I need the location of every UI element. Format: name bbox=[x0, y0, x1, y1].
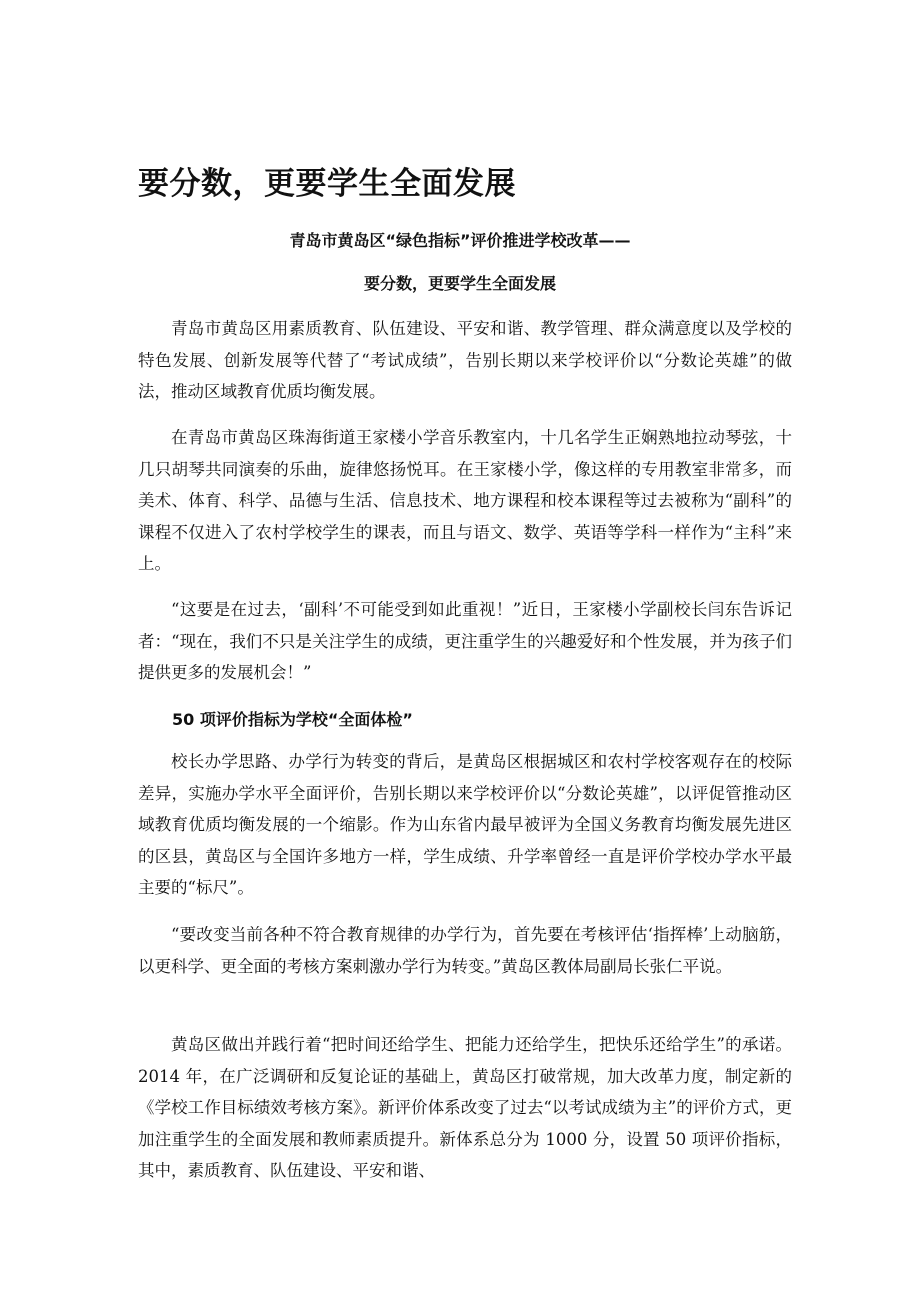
article-subtitle-line-2: 要分数，更要学生全面发展 bbox=[363, 274, 556, 293]
paragraph-new-scheme: 黄岛区做出并践行着“把时间还给学生、把能力还给学生，把快乐还给学生”的承诺。2014 年，在广泛调研和反复论证的基础上，黄岛区打破常规，加大改革力度，制定新的《学校工作目标绩效考核方案》。新评价体系改变了过去“以考试成绩为主”的评价方式，更加注重学生的全面发展和教师素质提升。新体系总分为 1000 分，设置 50 项评价指标，其中，素质教育、队伍建设、平安和谐、 bbox=[138, 1035, 792, 1180]
document-title: 要分数，更要学生全面发展 bbox=[138, 166, 516, 202]
paragraph-music-classroom: 在青岛市黄岛区珠海街道王家楼小学音乐教室内，十几名学生正娴熟地拉动琴弦，十几只胡琴共同演奏的乐曲，旋律悠扬悦耳。在王家楼小学，像这样的专用教室非常多，而美术、体育、科学、品德与生活、信息技术、地方课程和校本课程等过去被称为“副科”的课程不仅进入了农村学校学生的课表，而且与语文、数学、英语等学科一样作为“主科”来上。 bbox=[138, 428, 792, 573]
paragraph-evaluation-background: 校长办学思路、办学行为转变的背后，是黄岛区根据城区和农村学校客观存在的校际差异，实施办学水平全面评价，告别长期以来学校评价以“分数论英雄”，以评促管推动区域教育优质均衡发展的一个缩影。作为山东省内最早被评为全国义务教育均衡发展先进区的区县，黄岛区与全国许多地方一样，学生成绩、升学率曾经一直是评价学校办学水平最主要的“标尺”。 bbox=[138, 752, 792, 897]
section-heading: 50 项评价指标为学校“全面体检” bbox=[172, 710, 413, 729]
article-subtitle-line-1: 青岛市黄岛区“绿色指标”评价推进学校改革—— bbox=[289, 231, 631, 250]
paragraph-deputy-director-quote: “要改变当前各种不符合教育规律的办学行为，首先要在考核评估‘指挥棒’上动脑筋，以更科学、更全面的考核方案刺激办学行为转变。”黄岛区教体局副局长张仁平说。 bbox=[138, 925, 792, 976]
paragraph-vice-principal-quote: “这要是在过去，‘副科’不可能受到如此重视！”近日，王家楼小学副校长闫东告诉记者：“现在，我们不只是关注学生的成绩，更注重学生的兴趣爱好和个性发展，并为孩子们提供更多的发展机会！” bbox=[138, 600, 792, 682]
paragraph-intro: 青岛市黄岛区用素质教育、队伍建设、平安和谐、教学管理、群众满意度以及学校的特色发展、创新发展等代替了“考试成绩”，告别长期以来学校评价以“分数论英雄”的做法，推动区域教育优质均衡发展。 bbox=[138, 319, 792, 401]
